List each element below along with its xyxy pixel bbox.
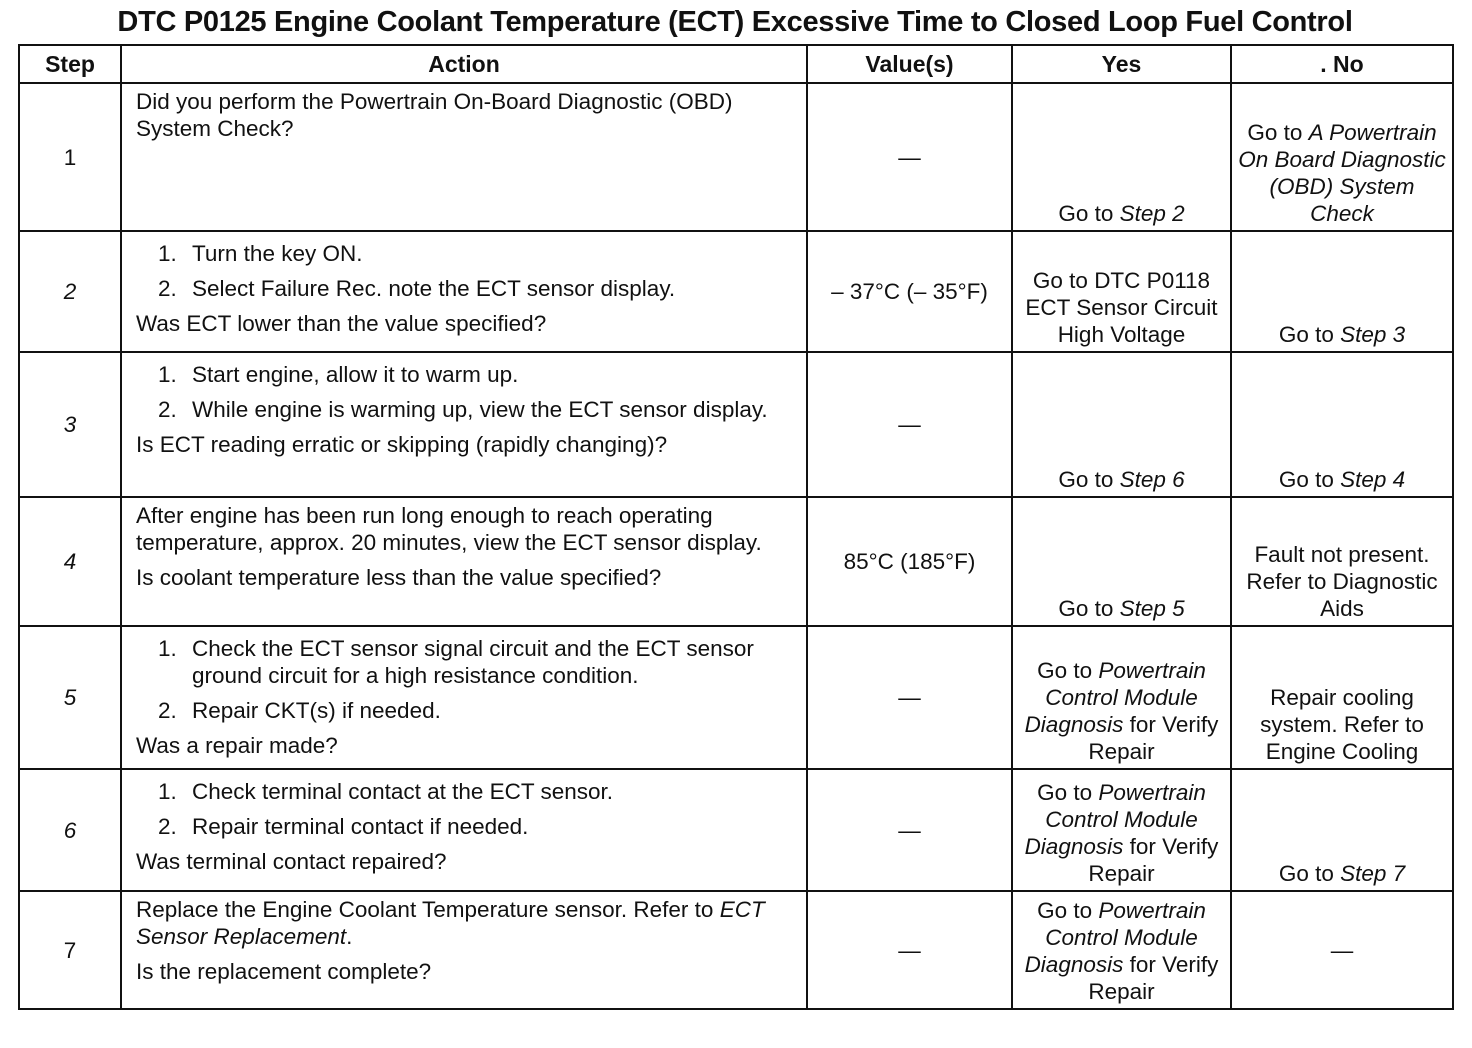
value-cell: — xyxy=(807,83,1012,231)
no-link[interactable]: Step 3 xyxy=(1340,322,1406,347)
no-cell: — xyxy=(1231,891,1453,1009)
yes-cell: Go to Powertrain Control Module Diagnosis for Verify Repair xyxy=(1012,769,1231,891)
step-number: 6 xyxy=(19,769,121,891)
action-step: 1. Check the ECT sensor signal circuit and the ECT sensor ground circuit for a high resistance condition. xyxy=(158,636,754,688)
no-link[interactable]: A Powertrain On Board Diagnostic (OBD) System Check xyxy=(1238,120,1446,226)
step-number: 5 xyxy=(19,626,121,769)
table-row xyxy=(19,352,1453,497)
yes-cell: Go to DTC P0118 ECT Sensor Circuit High Voltage xyxy=(1012,231,1231,352)
action-cell xyxy=(121,83,807,231)
action-step: 2. Repair terminal contact if needed. xyxy=(158,814,529,839)
action-steps xyxy=(136,635,796,724)
value-cell: 85°C (185°F) xyxy=(807,497,1012,626)
step-number: 2 xyxy=(19,231,121,352)
action-step: 2. Repair CKT(s) if needed. xyxy=(158,698,441,723)
value-cell: – 37°C (– 35°F) xyxy=(807,231,1012,352)
step-number: 7 xyxy=(19,891,121,1009)
action-text: Replace the Engine Coolant Temperature sensor. Refer to ECT Sensor Replacement. xyxy=(136,897,765,949)
header-step: Step xyxy=(19,45,121,83)
header-action: Action xyxy=(121,45,807,83)
value-cell: — xyxy=(807,626,1012,769)
no-link[interactable]: Step 4 xyxy=(1340,467,1406,492)
value-cell: — xyxy=(807,769,1012,891)
yes-link[interactable]: Step 2 xyxy=(1119,201,1185,226)
yes-cell: Go to Step 5 xyxy=(1012,497,1231,626)
header-no: . No xyxy=(1231,45,1453,83)
action-cell xyxy=(121,231,807,352)
action-cell xyxy=(121,769,807,891)
yes-link[interactable]: Powertrain Control Module Diagnosis xyxy=(1024,658,1206,737)
table-row xyxy=(19,769,1453,891)
action-step: 2. While engine is warming up, view the ECT sensor display. xyxy=(158,397,768,422)
no-link[interactable]: Step 7 xyxy=(1340,861,1406,886)
action-step: 1. Check terminal contact at the ECT sensor. xyxy=(158,779,614,804)
action-text: After engine has been run long enough to reach operating temperature, approx. 20 minutes, view the ECT sensor display. xyxy=(136,503,762,555)
action-steps xyxy=(136,778,796,840)
no-cell: Repair cooling system. Refer to Engine Cooling xyxy=(1231,626,1453,769)
yes-link[interactable]: Powertrain Control Module Diagnosis xyxy=(1024,898,1206,977)
table-row xyxy=(19,626,1453,769)
yes-link[interactable]: Step 6 xyxy=(1119,467,1185,492)
no-cell: Go to Step 4 xyxy=(1231,352,1453,497)
action-steps xyxy=(136,361,796,423)
header-row xyxy=(19,45,1453,83)
no-cell: Go to A Powertrain On Board Diagnostic (OBD) System Check xyxy=(1231,83,1453,231)
action-cell xyxy=(121,497,807,626)
action-cell xyxy=(121,891,807,1009)
yes-link[interactable]: Step 5 xyxy=(1119,596,1185,621)
action-question: Was ECT lower than the value specified? xyxy=(136,311,547,336)
action-question: Is ECT reading erratic or skipping (rapidly changing)? xyxy=(136,432,668,457)
action-question: Was a repair made? xyxy=(136,733,338,758)
value-cell: — xyxy=(807,352,1012,497)
page-title: DTC P0125 Engine Coolant Temperature (ECT) Excessive Time to Closed Loop Fuel Control xyxy=(117,6,1353,38)
action-step: 1. Start engine, allow it to warm up. xyxy=(158,362,519,387)
table-row xyxy=(19,497,1453,626)
value-cell: — xyxy=(807,891,1012,1009)
header-values: Value(s) xyxy=(807,45,1012,83)
yes-cell: Go to Powertrain Control Module Diagnosis for Verify Repair xyxy=(1012,891,1231,1009)
table-row xyxy=(19,231,1453,352)
step-number: 1 xyxy=(19,83,121,231)
action-text: Did you perform the Powertrain On-Board Diagnostic (OBD) System Check? xyxy=(136,89,733,141)
yes-cell: Go to Step 6 xyxy=(1012,352,1231,497)
action-question: Is coolant temperature less than the value specified? xyxy=(136,565,662,590)
action-step: 1. Turn the key ON. xyxy=(158,241,363,266)
action-steps xyxy=(136,240,796,302)
table-row xyxy=(19,891,1453,1009)
yes-cell: Go to Step 2 xyxy=(1012,83,1231,231)
action-step: 2. Select Failure Rec. note the ECT sensor display. xyxy=(158,276,676,301)
replacement-link[interactable]: ECT Sensor Replacement xyxy=(136,897,765,949)
action-cell xyxy=(121,626,807,769)
action-question: Is the replacement complete? xyxy=(136,959,432,984)
diagnostic-table xyxy=(18,44,1454,1010)
yes-link[interactable]: Powertrain Control Module Diagnosis xyxy=(1024,780,1206,859)
yes-cell: Go to Powertrain Control Module Diagnosis for Verify Repair xyxy=(1012,626,1231,769)
no-cell: Go to Step 3 xyxy=(1231,231,1453,352)
header-yes: Yes xyxy=(1012,45,1231,83)
table-row xyxy=(19,83,1453,231)
no-cell: Go to Step 7 xyxy=(1231,769,1453,891)
action-cell xyxy=(121,352,807,497)
no-cell: Fault not present. Refer to Diagnostic Aids xyxy=(1231,497,1453,626)
step-number: 4 xyxy=(19,497,121,626)
action-question: Was terminal contact repaired? xyxy=(136,849,447,874)
step-number: 3 xyxy=(19,352,121,497)
